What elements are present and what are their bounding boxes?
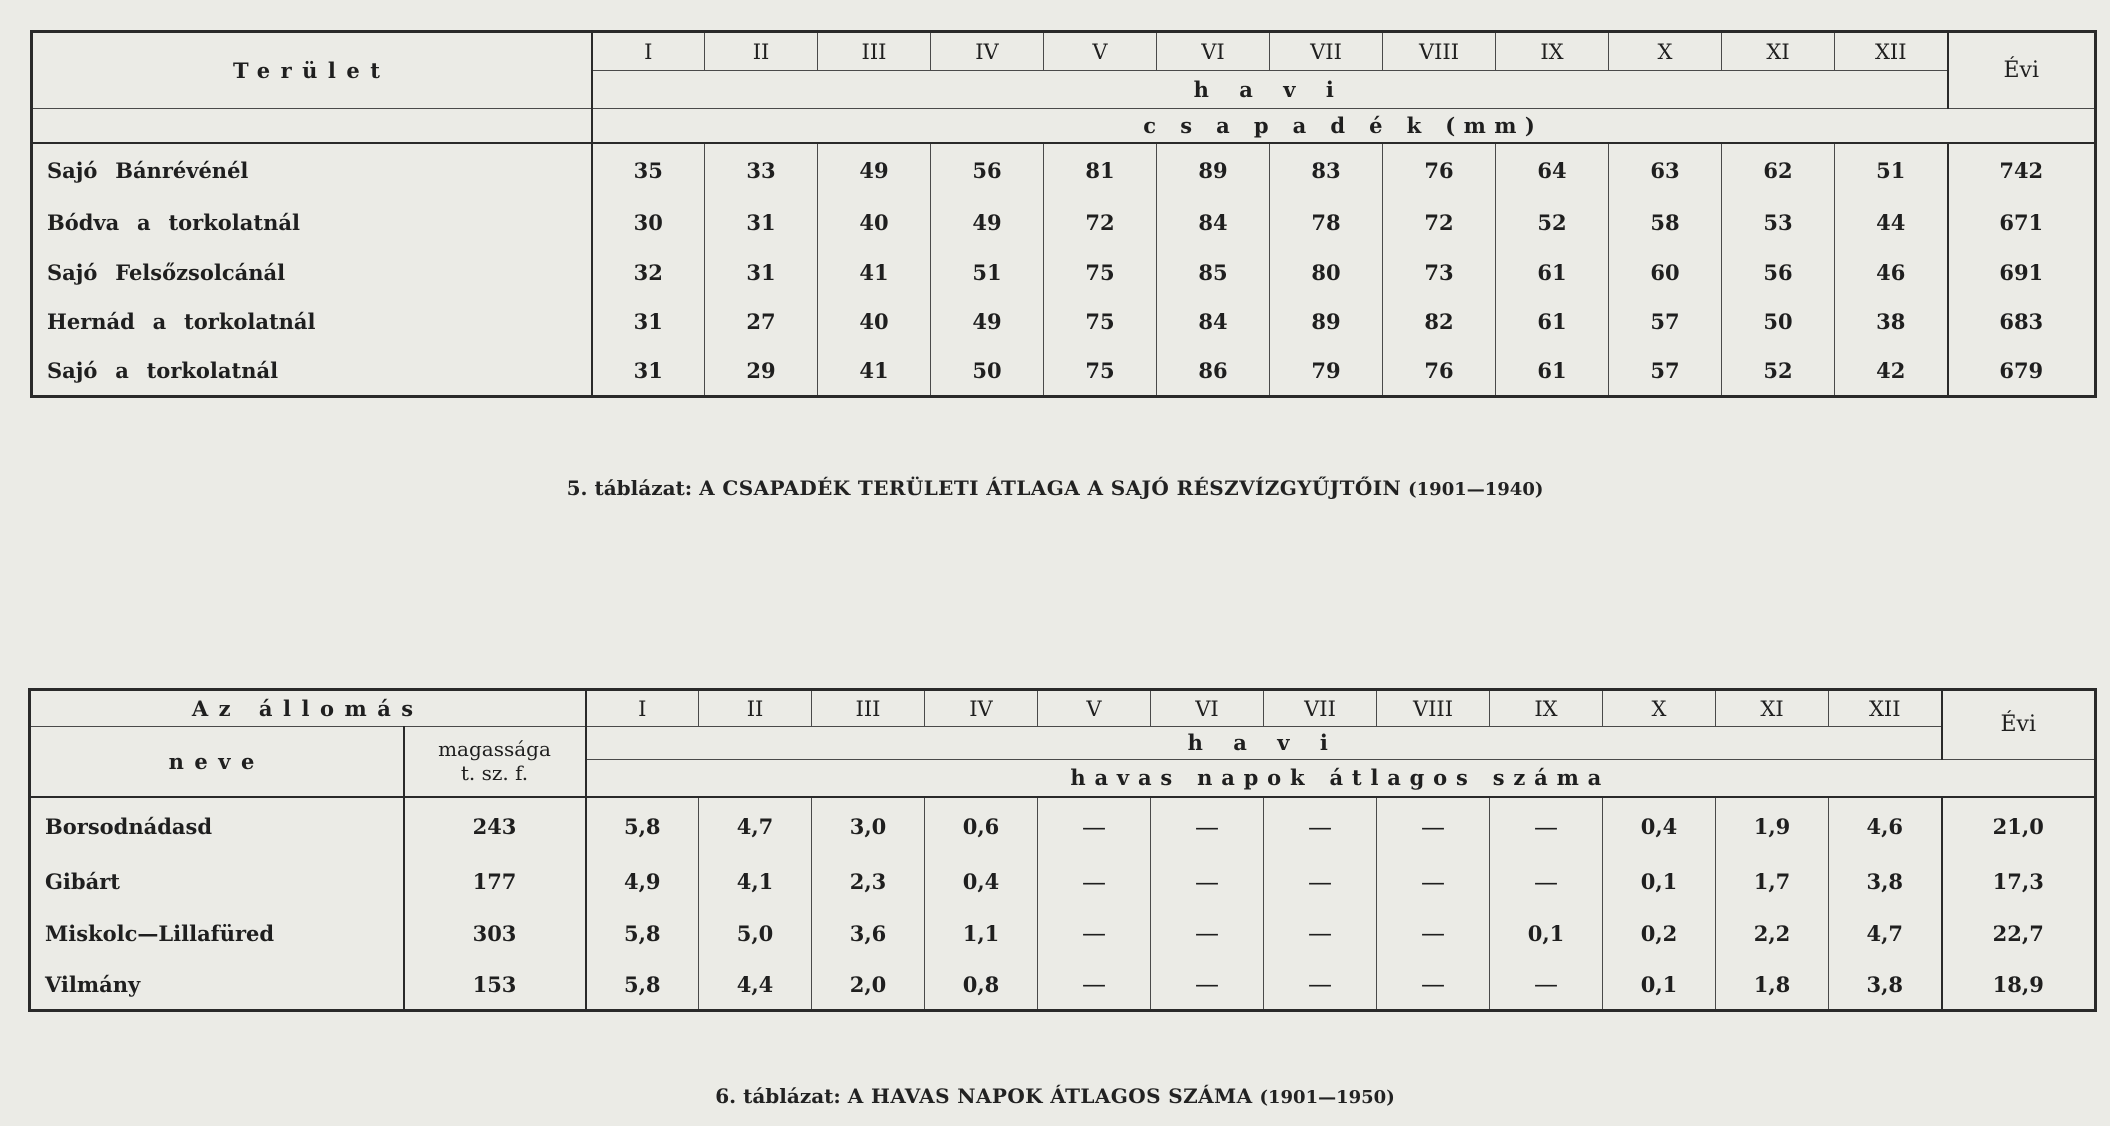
height-header xyxy=(404,727,586,797)
station-height: 153 xyxy=(404,959,586,1010)
month-value: 62 xyxy=(1722,143,1835,197)
station-header: Az állomás xyxy=(30,690,586,727)
table-row xyxy=(32,347,2096,397)
month-header-10: X xyxy=(1609,32,1722,71)
month-header-4: IV xyxy=(931,32,1044,71)
month-value: 51 xyxy=(931,247,1044,297)
month-value: 3,8 xyxy=(1829,959,1942,1010)
month-value: — xyxy=(1151,959,1264,1010)
month-header-7: VII xyxy=(1264,690,1377,727)
month-header-11: XI xyxy=(1722,32,1835,71)
month-value: 0,2 xyxy=(1603,908,1716,959)
month-value: — xyxy=(1264,856,1377,907)
month-header-1: I xyxy=(586,690,699,727)
month-value: 79 xyxy=(1270,347,1383,397)
month-value: 61 xyxy=(1496,247,1609,297)
month-value: 49 xyxy=(818,143,931,197)
month-header-11: XI xyxy=(1716,690,1829,727)
month-value: 49 xyxy=(931,297,1044,347)
station-height: 243 xyxy=(404,797,586,857)
annual-value: 671 xyxy=(1948,197,2096,247)
precipitation-unit-label: c s a p a d é k (mm) xyxy=(592,108,2096,143)
table5-caption-years: (1901—1940) xyxy=(1408,479,1544,500)
station-name: Vilmány xyxy=(45,971,141,997)
month-value: 32 xyxy=(592,247,705,297)
month-value: 3,8 xyxy=(1829,856,1942,907)
month-value: 27 xyxy=(705,297,818,347)
station-height: 177 xyxy=(404,856,586,907)
table-row xyxy=(32,197,2096,247)
month-value: 57 xyxy=(1609,347,1722,397)
month-value: 5,8 xyxy=(586,908,699,959)
month-value: — xyxy=(1038,908,1151,959)
month-value: 5,8 xyxy=(586,959,699,1010)
month-value: 72 xyxy=(1383,197,1496,247)
month-value: 58 xyxy=(1609,197,1722,247)
height-header-line2: t. sz. f. xyxy=(460,761,529,786)
month-value: 84 xyxy=(1157,197,1270,247)
month-value: — xyxy=(1377,959,1490,1010)
table-row xyxy=(30,856,2096,907)
month-value: 75 xyxy=(1044,347,1157,397)
table-row xyxy=(32,247,2096,297)
table-row xyxy=(30,908,2096,959)
table-row xyxy=(32,297,2096,347)
month-value: 1,9 xyxy=(1716,797,1829,857)
area-name: Sajó Felsőzsolcánál xyxy=(47,259,286,285)
month-value: 5,8 xyxy=(586,797,699,857)
month-value: 61 xyxy=(1496,347,1609,397)
station-name: Gibárt xyxy=(45,869,120,895)
month-value: 50 xyxy=(1722,297,1835,347)
month-value: 38 xyxy=(1835,297,1948,347)
table5-caption-title: A CSAPADÉK TERÜLETI ÁTLAGA A SAJÓ RÉSZVÍZGYŰJTŐIN xyxy=(699,476,1402,500)
month-header-3: III xyxy=(818,32,931,71)
month-header-8: VIII xyxy=(1383,32,1496,71)
month-value: 4,1 xyxy=(699,856,812,907)
month-value: 41 xyxy=(818,247,931,297)
month-value: 40 xyxy=(818,197,931,247)
havi-label: h a v i xyxy=(586,727,1942,760)
month-value: 81 xyxy=(1044,143,1157,197)
month-value: 84 xyxy=(1157,297,1270,347)
month-value: 60 xyxy=(1609,247,1722,297)
month-value: 72 xyxy=(1044,197,1157,247)
month-value: 61 xyxy=(1496,297,1609,347)
month-value: 89 xyxy=(1157,143,1270,197)
month-value: 53 xyxy=(1722,197,1835,247)
havi-label: h a v i xyxy=(592,71,1948,108)
annual-value: 742 xyxy=(1948,143,2096,197)
month-header-12: XII xyxy=(1829,690,1942,727)
station-name: Borsodnádasd xyxy=(45,814,213,840)
month-value: 4,9 xyxy=(586,856,699,907)
month-value: 41 xyxy=(818,347,931,397)
month-header-9: IX xyxy=(1490,690,1603,727)
month-value: 0,8 xyxy=(925,959,1038,1010)
annual-value: 691 xyxy=(1948,247,2096,297)
snow-days-unit-label: havas napok átlagos száma xyxy=(586,759,2096,796)
month-value: 46 xyxy=(1835,247,1948,297)
month-value: 29 xyxy=(705,347,818,397)
month-value: — xyxy=(1151,797,1264,857)
month-header-10: X xyxy=(1603,690,1716,727)
annual-header: Évi xyxy=(1942,690,2096,760)
month-value: 86 xyxy=(1157,347,1270,397)
month-header-2: II xyxy=(699,690,812,727)
month-value: 49 xyxy=(931,197,1044,247)
month-value: 33 xyxy=(705,143,818,197)
month-value: 0,4 xyxy=(1603,797,1716,857)
month-value: — xyxy=(1264,908,1377,959)
station-name: Miskolc—Lillafüred xyxy=(45,920,275,946)
month-value: 85 xyxy=(1157,247,1270,297)
month-header-7: VII xyxy=(1270,32,1383,71)
month-value: 2,0 xyxy=(812,959,925,1010)
table5-caption xyxy=(0,476,2110,500)
month-value: — xyxy=(1490,959,1603,1010)
table5-caption-prefix: 5. táblázat: xyxy=(566,476,693,500)
month-value: — xyxy=(1038,959,1151,1010)
month-header-4: IV xyxy=(925,690,1038,727)
annual-header: Évi xyxy=(1948,32,2096,109)
month-value: 31 xyxy=(592,347,705,397)
month-value: 78 xyxy=(1270,197,1383,247)
table6-caption-title: A HAVAS NAPOK ÁTLAGOS SZÁMA xyxy=(847,1084,1253,1108)
month-value: 3,6 xyxy=(812,908,925,959)
month-value: 40 xyxy=(818,297,931,347)
month-value: 73 xyxy=(1383,247,1496,297)
annual-value: 683 xyxy=(1948,297,2096,347)
month-value: 56 xyxy=(931,143,1044,197)
month-header-6: VI xyxy=(1151,690,1264,727)
month-value: — xyxy=(1490,856,1603,907)
month-value: 0,6 xyxy=(925,797,1038,857)
month-value: 52 xyxy=(1496,197,1609,247)
area-name: Hernád a torkolatnál xyxy=(47,309,316,335)
month-value: — xyxy=(1038,797,1151,857)
month-value: — xyxy=(1377,908,1490,959)
name-header: neve xyxy=(30,727,404,797)
month-value: 30 xyxy=(592,197,705,247)
month-value: 52 xyxy=(1722,347,1835,397)
month-header-1: I xyxy=(592,32,705,71)
area-name: Sajó a torkolatnál xyxy=(47,358,279,384)
month-value: — xyxy=(1264,959,1377,1010)
annual-value: 22,7 xyxy=(1942,908,2096,959)
month-value: — xyxy=(1490,797,1603,857)
month-value: 1,8 xyxy=(1716,959,1829,1010)
month-value: 1,1 xyxy=(925,908,1038,959)
month-header-5: V xyxy=(1044,32,1157,71)
annual-value: 679 xyxy=(1948,347,2096,397)
month-value: 51 xyxy=(1835,143,1948,197)
month-header-5: V xyxy=(1038,690,1151,727)
snow-days-table xyxy=(28,688,2097,1012)
precipitation-table xyxy=(30,30,2097,398)
table-row xyxy=(32,143,2096,197)
month-value: 5,0 xyxy=(699,908,812,959)
month-value: 42 xyxy=(1835,347,1948,397)
month-value: — xyxy=(1264,797,1377,857)
month-value: 75 xyxy=(1044,247,1157,297)
table6-caption-years: (1901—1950) xyxy=(1259,1087,1395,1108)
month-value: 0,1 xyxy=(1603,856,1716,907)
month-value: 76 xyxy=(1383,143,1496,197)
month-value: 83 xyxy=(1270,143,1383,197)
month-value: 50 xyxy=(931,347,1044,397)
month-header-12: XII xyxy=(1835,32,1948,71)
area-name: Sajó Bánrévénél xyxy=(47,158,249,184)
month-value: 44 xyxy=(1835,197,1948,247)
month-value: 31 xyxy=(705,197,818,247)
annual-value: 18,9 xyxy=(1942,959,2096,1010)
month-value: — xyxy=(1151,908,1264,959)
area-header: Terület xyxy=(32,32,592,109)
table6-caption xyxy=(0,1084,2110,1108)
month-value: 3,0 xyxy=(812,797,925,857)
station-height: 303 xyxy=(404,908,586,959)
month-value: — xyxy=(1377,797,1490,857)
month-header-9: IX xyxy=(1496,32,1609,71)
month-value: 64 xyxy=(1496,143,1609,197)
month-value: — xyxy=(1377,856,1490,907)
month-value: 0,1 xyxy=(1603,959,1716,1010)
month-value: 31 xyxy=(705,247,818,297)
month-value: 80 xyxy=(1270,247,1383,297)
month-value: 2,2 xyxy=(1716,908,1829,959)
month-header-2: II xyxy=(705,32,818,71)
month-header-3: III xyxy=(812,690,925,727)
month-value: 4,7 xyxy=(1829,908,1942,959)
table6-caption-prefix: 6. táblázat: xyxy=(715,1084,841,1108)
month-value: 4,6 xyxy=(1829,797,1942,857)
month-value: 0,4 xyxy=(925,856,1038,907)
month-value: 35 xyxy=(592,143,705,197)
height-header-line1: magassága xyxy=(438,737,551,762)
month-header-6: VI xyxy=(1157,32,1270,71)
month-value: 31 xyxy=(592,297,705,347)
month-value: 57 xyxy=(1609,297,1722,347)
annual-value: 21,0 xyxy=(1942,797,2096,857)
month-value: 56 xyxy=(1722,247,1835,297)
month-value: 63 xyxy=(1609,143,1722,197)
month-value: 1,7 xyxy=(1716,856,1829,907)
month-value: 2,3 xyxy=(812,856,925,907)
month-value: 4,4 xyxy=(699,959,812,1010)
table-row xyxy=(30,797,2096,857)
month-value: 82 xyxy=(1383,297,1496,347)
area-name: Bódva a torkolatnál xyxy=(47,209,300,235)
month-value: — xyxy=(1038,856,1151,907)
table-row xyxy=(30,959,2096,1010)
month-value: 76 xyxy=(1383,347,1496,397)
annual-value: 17,3 xyxy=(1942,856,2096,907)
month-value: — xyxy=(1151,856,1264,907)
month-value: 0,1 xyxy=(1490,908,1603,959)
month-value: 4,7 xyxy=(699,797,812,857)
month-value: 89 xyxy=(1270,297,1383,347)
month-value: 75 xyxy=(1044,297,1157,347)
month-header-8: VIII xyxy=(1377,690,1490,727)
